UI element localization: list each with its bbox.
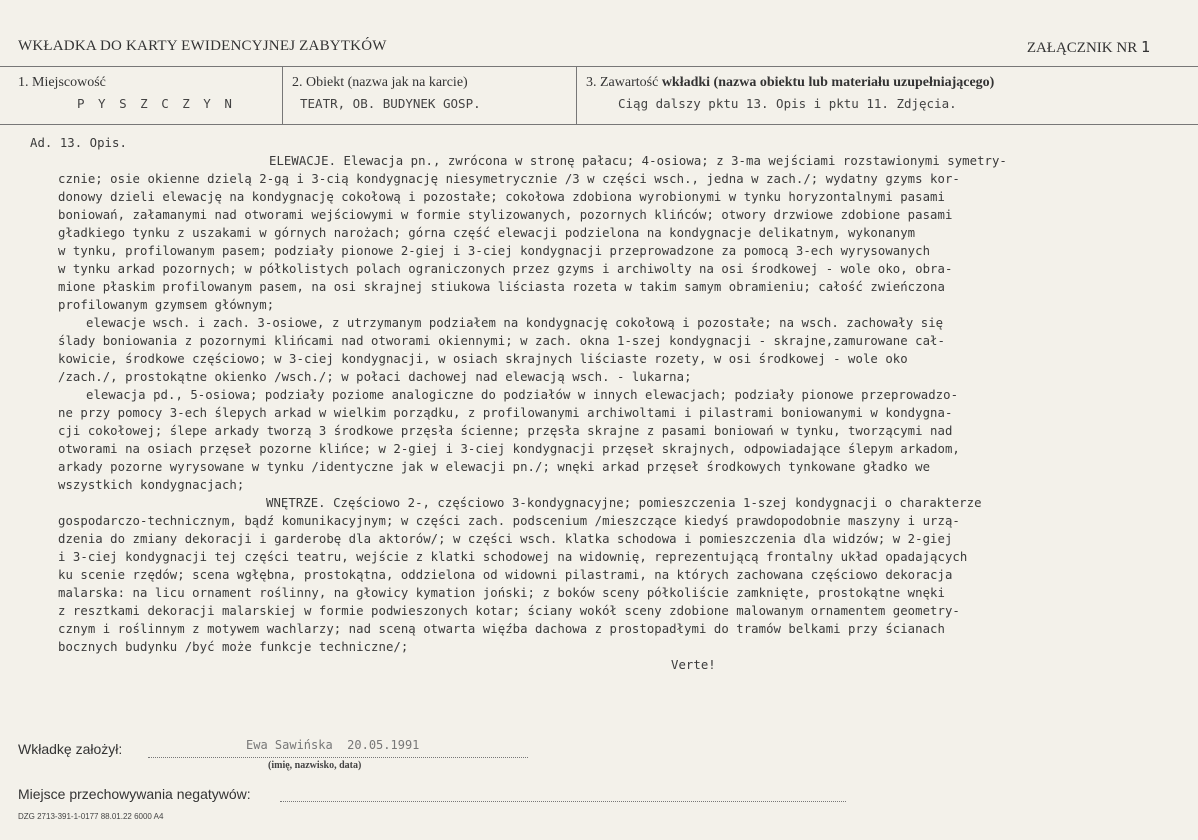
body-line: ślady boniowania z pozornymi klińcami nad otworami okiennymi; w zach. okna 1-szej kondygnacji - skrajne,zamurowane cał- <box>58 334 945 348</box>
object-label: 2. Obiekt (nazwa jak na karcie) <box>292 75 468 90</box>
attachment-number <box>1027 38 1150 57</box>
content-label-bold: wkładki (nazwa obiektu lub materiału uzupełniającego) <box>661 75 995 90</box>
body-line: ne przy pomocy 3-ech ślepych arkad w wielkim porządku, z profilowanymi archiwoltami i pilastrami boniowanymi w kondygna- <box>58 406 953 420</box>
body-line: ku scenie rzędów; scena wgłębna, prostokątna, oddzielona od widowni pilastrami, na których zachowana częściowo dekoracja <box>58 568 953 582</box>
author-value: Ewa Sawińska 20.05.1991 <box>246 738 420 752</box>
author-label: Wkładkę założył: <box>18 741 123 757</box>
body-line: gładkiego tynku z uszakami w górnych narożach; górna część elewacji podzielona na kondygnacje delikatnym, wykonanym <box>58 226 916 240</box>
field-separator-1 <box>282 66 283 124</box>
attachment-number-value: 1 <box>1140 38 1150 56</box>
negatives-label: Miejsce przechowywania negatywów: <box>18 786 251 802</box>
card-title: WKŁADKA DO KARTY EWIDENCYJNEJ ZABYTKÓW <box>18 38 387 54</box>
body-line: w tynku, profilowanym pasem; podziały pionowe 2-giej i 3-ciej kondygnacji przeprowadzone za pomocą 3-ech wyrysowanych <box>58 244 931 258</box>
body-line: elewacja pd., 5-osiowa; podziały poziome analogiczne do podziałów w innych elewacjach; podziały pionowe przeprowadzo- <box>86 388 959 402</box>
body-line: arkady pozorne wyrysowane w tynku /identyczne jak w elewacji pn./; wnęki arkad przęseł środkowych tynkowane gładko we <box>58 460 931 474</box>
body-line: gospodarczo-technicznym, bądź komunikacyjnym; w części zach. podscenium /mieszczące kiedyś prawdopodobnie maszyny i urzą- <box>58 514 960 528</box>
body-line: otworami na osiach przęseł pozorne klińce; w 2-giej i 3-ciej kondygnacji przęseł skrajnych, odpowiadające ślepym arkadom, <box>58 442 960 456</box>
body-line: bocznych budynku /być może funkcje techniczne/; <box>58 640 409 654</box>
body-line: malarska: na licu ornament roślinny, na głowicy kymation joński; z boków sceny półkoliście zamknięte, prostokątne wnęki <box>58 586 945 600</box>
object-value: TEATR, OB. BUDYNEK GOSP. <box>300 96 481 111</box>
print-code: DZG 2713-391-1-0177 88.01.22 6000 A4 <box>18 812 164 821</box>
content-label-prefix: 3. Zawartość <box>586 75 659 90</box>
body-line: cznym i roślinnym z motywem wachlarzy; nad sceną otwarta więźba dachowa z prostopadłymi do tramów belkami przy ścianach <box>58 622 945 636</box>
content-label <box>586 75 994 91</box>
locality-label: 1. Miejscowość <box>18 75 106 90</box>
body-line: cji cokołowej; ślepe arkady tworzą 3 środkowe przęsła ścienne; przęsła skrajne z pasami boniowań w tynku, tworzącymi nad <box>58 424 953 438</box>
field-separator-2 <box>576 66 577 124</box>
body-line: WNĘTRZE. Częściowo 2-, częściowo 3-kondygnacyjne; pomieszczenia 1-szej kondygnacji o charakterze <box>266 496 982 510</box>
body-line: donowy dzieli elewację na kondygnację cokołową i pozostałe; cokołowa zdobiona wyrobionymi w tynku horyzontalnymi pasami <box>58 190 945 204</box>
attachment-label: ZAŁĄCZNIK NR <box>1026 40 1138 56</box>
locality-value: P Y S Z C Z Y N <box>77 96 235 111</box>
body-line: w tynku arkad pozornych; w półkolistych polach ograniczonych przez gzyms i archiwolty na osi środkowej - wole oko, obra- <box>58 262 953 276</box>
body-line: kowicie, środkowe częściowo; w 3-ciej kondygnacji, w osiach skrajnych liściaste rozety, w osi środkowej - wole oko <box>58 352 908 366</box>
body-line: ELEWACJE. Elewacja pn., zwrócona w stronę pałacu; 4-osiowa; z 3-ma wejściami rozstawionymi symetry- <box>269 154 1007 168</box>
verte-note: Verte! <box>671 658 716 672</box>
body-line: boniowań, załamanymi nad otworami wejściowymi w formie stylizowanych, pozornych klińców; otwory drzwiowe zdobione pasami <box>58 208 953 222</box>
body-line: elewacje wsch. i zach. 3-osiowe, z utrzymanym podziałem na kondygnację cokołową i pozostałe; na wsch. zachowały się <box>86 316 944 330</box>
body-line: dzenia do zmiany dekoracji i garderobę dla aktorów/; w części wsch. klatka schodowa i pomieszczenia dla widzów; w 2-giej <box>58 532 953 546</box>
fields-divider <box>0 124 1198 125</box>
body-line: Ad. 13. Opis. <box>30 136 127 150</box>
body-line: cznie; osie okienne dzielą 2-gą i 3-cią kondygnację niesymetrycznie /3 w części wsch., jedna w zach./; wydatny gzyms kor- <box>58 172 960 186</box>
body-line: mione płaskim profilowanym pasem, na osi skrajnej stiukowa liściasta rozeta w takim samym obramieniu; całość zwieńczona <box>58 280 945 294</box>
body-line: /zach./, prostokątne okienko /wsch./; w połaci dachowej nad elewacją wsch. - lukarna; <box>58 370 692 384</box>
header-divider <box>0 66 1198 67</box>
negatives-dotted-line <box>280 801 846 802</box>
content-value: Ciąg dalszy pktu 13. Opis i pktu 11. Zdjęcia. <box>618 96 957 111</box>
body-line: profilowanym gzymsem głównym; <box>58 298 275 312</box>
author-hint: (imię, nazwisko, data) <box>268 760 362 771</box>
author-dotted-line <box>148 757 528 758</box>
body-line: z resztkami dekoracji malarskiej w formie podwieszonych kotar; ściany wokół sceny zdobione malowanym ornamentem geometry- <box>58 604 960 618</box>
body-line: wszystkich kondygnacjach; <box>58 478 245 492</box>
body-line: i 3-ciej kondygnacji tej części teatru, wejście z klatki schodowej na widownię, reprezentującą frontalny układ opadających <box>58 550 968 564</box>
